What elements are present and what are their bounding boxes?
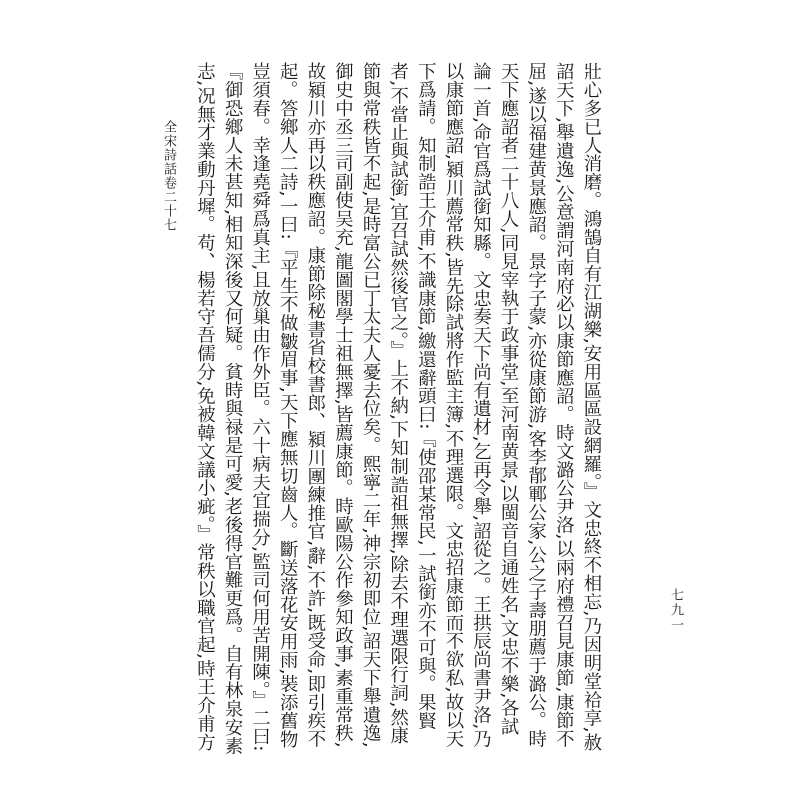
text-column: 論一首,命官爲試銜知縣。文忠奏天下尚有遺材,乞再令舉,詔從之。王拱辰尚書尹洛,乃 bbox=[470, 62, 492, 748]
text-column: 豈須春。幸逢堯舜爲真主,且放巢由作外臣。六十病夫宜揣分,監司何用苦開陳。』二曰: bbox=[249, 62, 271, 752]
text-column: 屈,遂以福建黄景應詔。景字子蒙,亦從康節游,客李鄁鄆公家,公之子壽朋薦于潞公。時 bbox=[525, 62, 547, 748]
text-column: 『御恐鄉人未甚知,相知深後又何疑。貧時與禄是可愛,老後得官難更爲。自有林泉安素 bbox=[222, 62, 244, 755]
text-column: 節與常秩皆不起,是時富公已丁太夫人憂去位矣。熙寧二年,神宗初即位,詔天下舉遺逸, bbox=[360, 62, 382, 748]
text-column: 者,不當止與試銜,宜召試然後官之。』上不納,下知制誥祖無擇,除去不理選限行詞,然康 bbox=[387, 62, 409, 745]
page-number: 七九一 bbox=[668, 588, 683, 633]
text-column: 志,况無才業動丹墀。苟、楊若守吾儒分,免被韓文議小疵。』常秩以職官起,時王介甫方 bbox=[194, 62, 216, 752]
body-text bbox=[194, 62, 602, 755]
text-column: 天下應詔者二十八人,同見宰執于政事堂,至河南黄景,以閩音自通姓名,文忠不樂,各試 bbox=[498, 62, 520, 736]
text-column: 下爲請。知制誥王介甫,不識康節,繳還辭頭曰:『使邵某常民,一試銜亦不可與。果賢 bbox=[415, 62, 437, 730]
text-column: 壯心多已人消磨。鴻鵠自有江湖樂,安用區區設網羅。』文忠終不相忘,乃因明堂祫享,赦 bbox=[580, 62, 602, 752]
text-column: 起。答鄉人二詩,一曰:『平生不做皺眉事,天下應無切齒人。斷送落花安用雨,裝添舊物 bbox=[277, 62, 299, 749]
text-column: 御史中丞三司副使吴充,龍圖閣學士祖無擇,皆薦康節。時歐陽公作參知政事,素重常秩, bbox=[332, 62, 354, 748]
text-column: 以康節應詔,潁川薦常秩,皆先除試將作監主簿,不理選限。文忠招康節而不欲私,故以天 bbox=[442, 62, 464, 748]
text-column: 詔天下,舉遺逸,公意謂河南府必以康節應詔。時文潞公尹洛,以兩府禮召見康節,康節不 bbox=[553, 62, 575, 748]
text-column: 故潁川亦再以秩應詔。康節除秘書省校書郎、潁川團練推官,辭,不許,既受命,即引疾不 bbox=[304, 62, 326, 748]
running-header: 全宋詩話卷二十七 bbox=[161, 120, 176, 232]
